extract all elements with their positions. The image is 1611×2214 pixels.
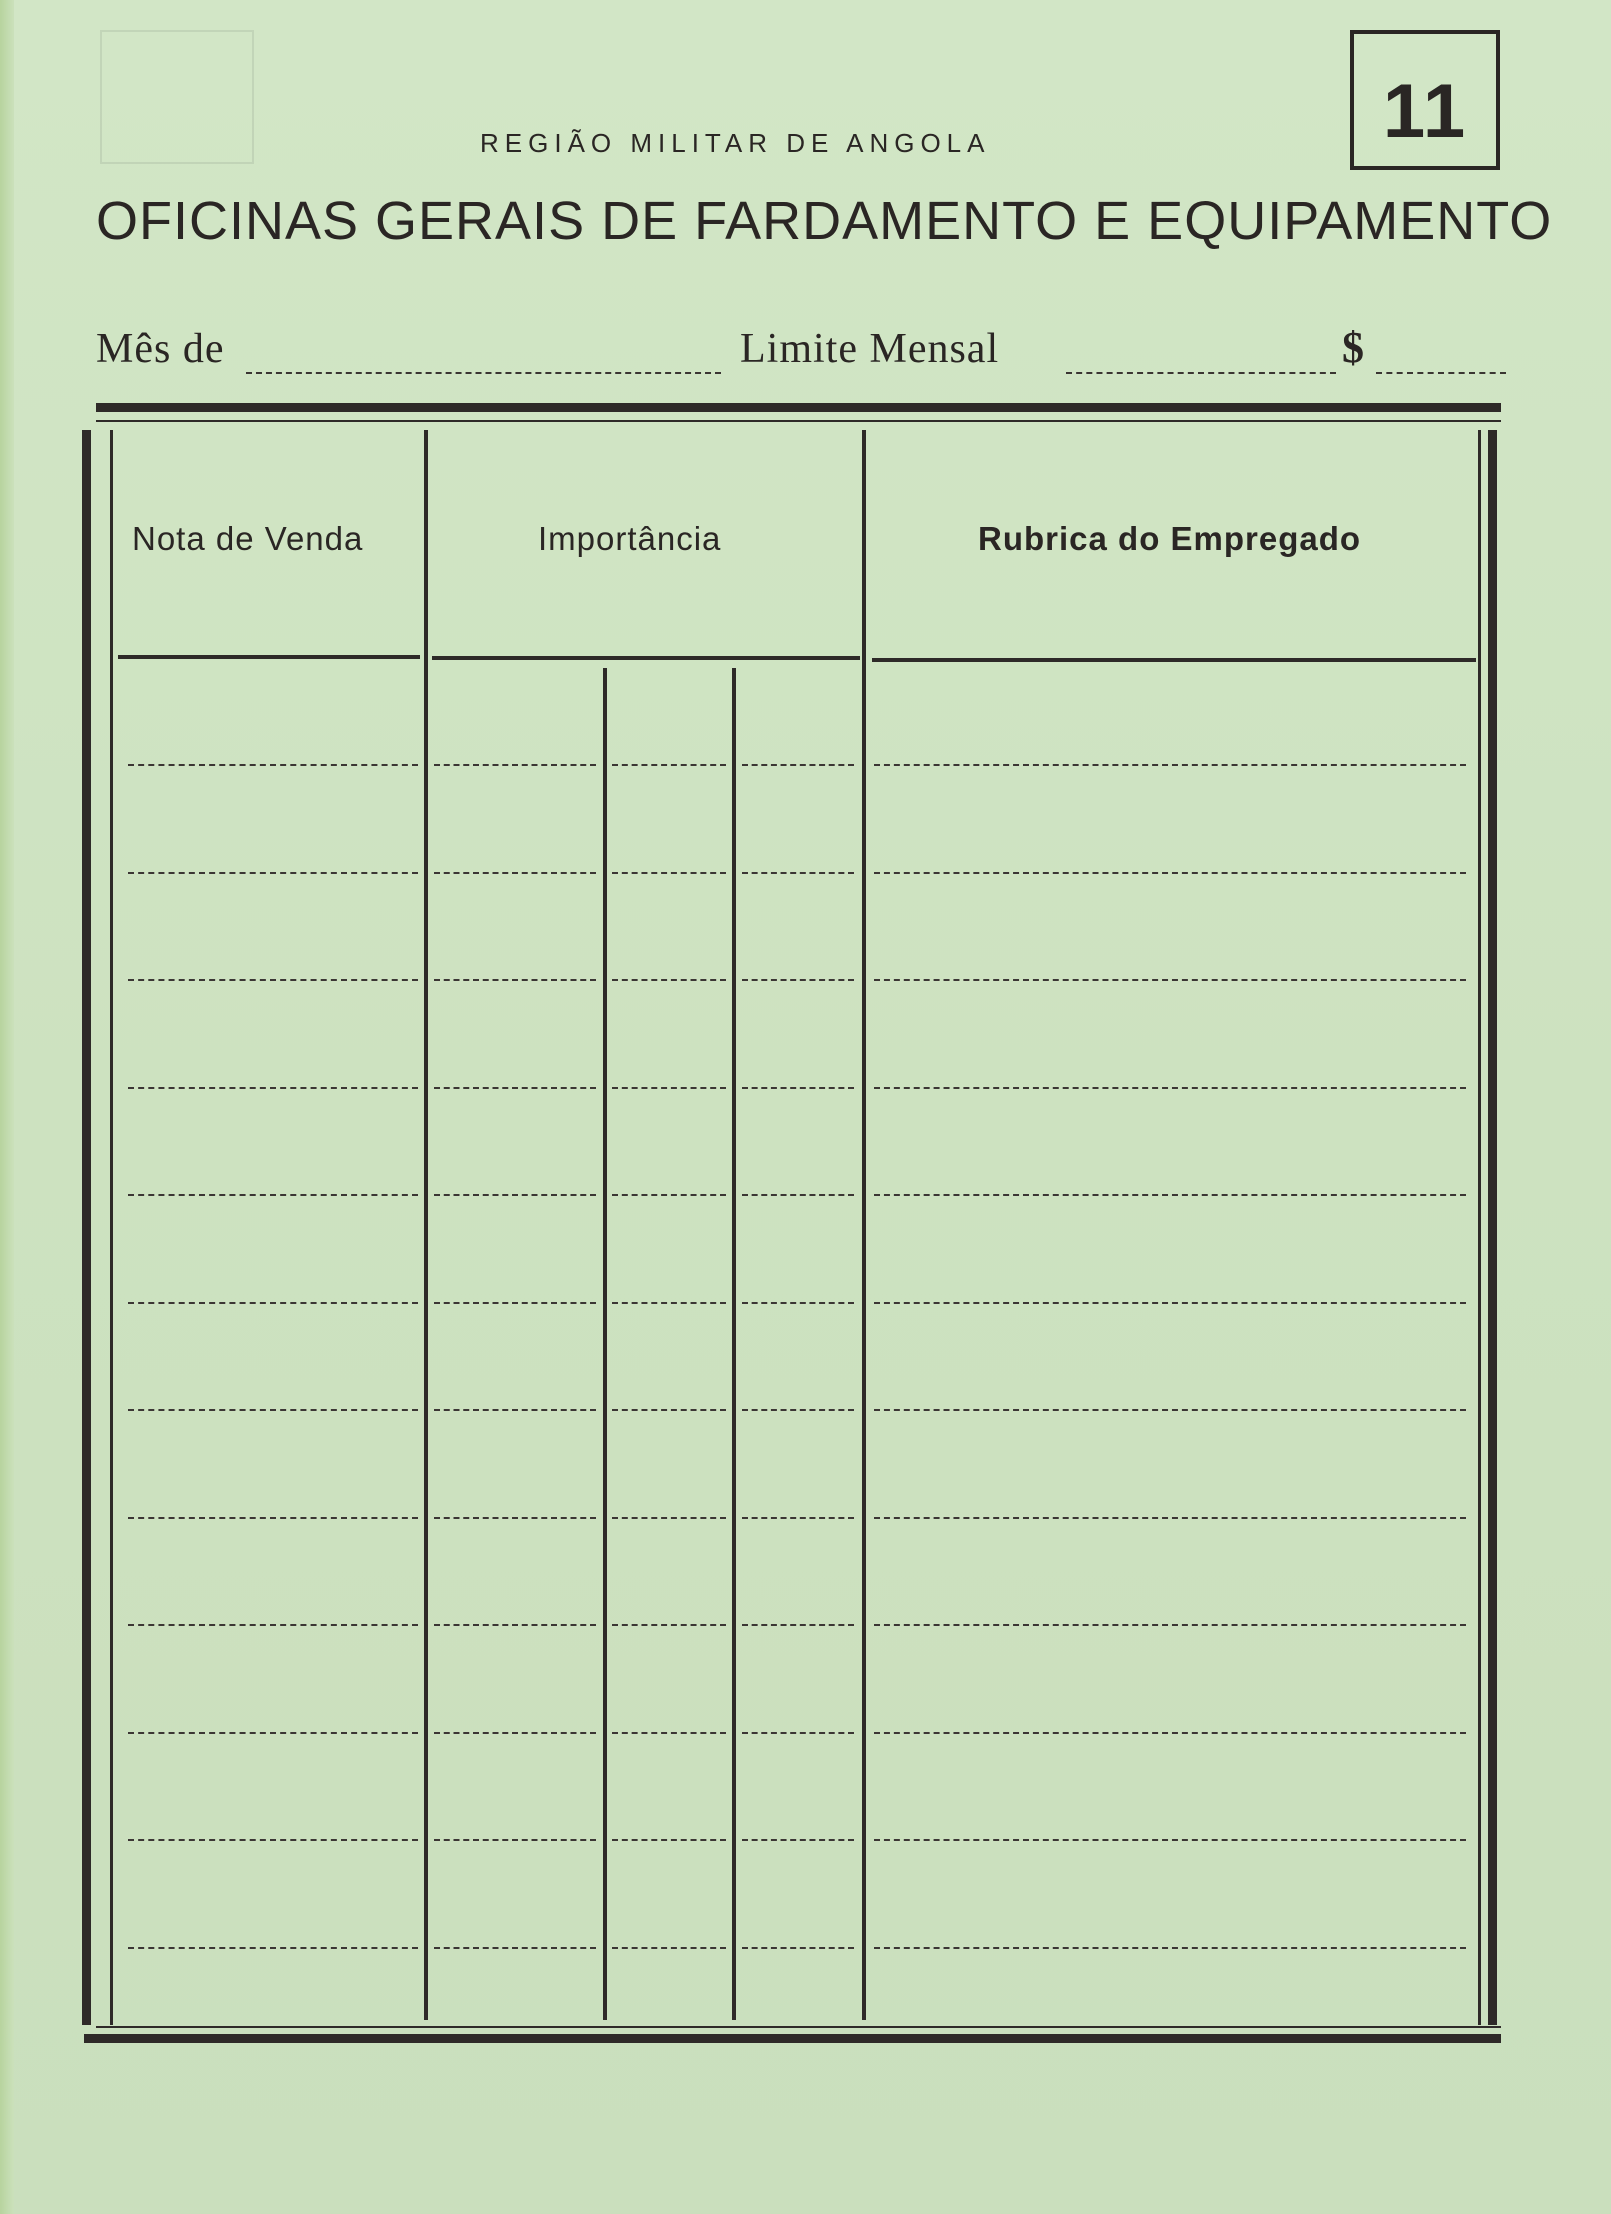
column-header-importancia: Importância	[538, 520, 722, 557]
entry-field-importancia-2[interactable]	[612, 1087, 726, 1089]
entry-field-rubrica[interactable]	[874, 1087, 1466, 1089]
entry-field-importancia-1[interactable]	[434, 1517, 596, 1519]
entry-field-nota[interactable]	[128, 1087, 418, 1089]
bottom-rule-thin	[96, 2026, 1501, 2028]
entry-field-importancia-3[interactable]	[742, 1302, 854, 1304]
organization-title: OFICINAS GERAIS DE FARDAMENTO E EQUIPAMENTO	[96, 191, 1553, 251]
entry-field-importancia-3[interactable]	[742, 1947, 854, 1949]
entry-field-rubrica[interactable]	[874, 1839, 1466, 1841]
limit-label: Limite Mensal	[740, 326, 1000, 372]
entry-field-importancia-3[interactable]	[742, 1087, 854, 1089]
entry-field-importancia-2[interactable]	[612, 1517, 726, 1519]
table-right-border	[1488, 430, 1497, 2025]
entry-field-importancia-1[interactable]	[434, 872, 596, 874]
header-rule-nota	[118, 655, 420, 659]
col-divider-3	[732, 668, 736, 2020]
entry-field-rubrica[interactable]	[874, 872, 1466, 874]
top-rule-thick	[96, 403, 1501, 412]
entry-field-nota[interactable]	[128, 1409, 418, 1411]
entry-field-nota[interactable]	[128, 1839, 418, 1841]
entry-field-importancia-1[interactable]	[434, 1087, 596, 1089]
entry-field-importancia-3[interactable]	[742, 1624, 854, 1626]
limit-field[interactable]	[1376, 372, 1506, 374]
currency-symbol: $	[1342, 323, 1364, 372]
table-left-inner-border	[110, 430, 113, 2025]
month-field[interactable]	[246, 372, 721, 374]
entry-field-importancia-1[interactable]	[434, 1624, 596, 1626]
entry-field-rubrica[interactable]	[874, 764, 1466, 766]
entry-field-importancia-1[interactable]	[434, 979, 596, 981]
entry-field-rubrica[interactable]	[874, 1302, 1466, 1304]
entry-field-importancia-3[interactable]	[742, 764, 854, 766]
entry-field-importancia-2[interactable]	[612, 1732, 726, 1734]
entry-field-importancia-2[interactable]	[612, 1194, 726, 1196]
entry-field-importancia-2[interactable]	[612, 979, 726, 981]
table-left-border	[82, 430, 91, 2025]
entry-field-importancia-3[interactable]	[742, 1194, 854, 1196]
show-through-mark	[100, 30, 254, 164]
entry-field-rubrica[interactable]	[874, 1517, 1466, 1519]
entry-field-importancia-3[interactable]	[742, 1409, 854, 1411]
column-header-rubrica: Rubrica do Empregado	[978, 520, 1362, 557]
entry-field-nota[interactable]	[128, 764, 418, 766]
entry-field-rubrica[interactable]	[874, 1194, 1466, 1196]
entry-field-importancia-1[interactable]	[434, 764, 596, 766]
entry-field-importancia-2[interactable]	[612, 1409, 726, 1411]
entry-field-rubrica[interactable]	[874, 1409, 1466, 1411]
month-label: Mês de	[96, 326, 225, 372]
entry-field-importancia-1[interactable]	[434, 1194, 596, 1196]
col-divider-1	[424, 430, 428, 2020]
entry-field-importancia-2[interactable]	[612, 1947, 726, 1949]
entry-field-importancia-3[interactable]	[742, 979, 854, 981]
entry-field-rubrica[interactable]	[874, 979, 1466, 981]
entry-field-importancia-2[interactable]	[612, 764, 726, 766]
entry-field-importancia-1[interactable]	[434, 1839, 596, 1841]
entry-field-importancia-2[interactable]	[612, 872, 726, 874]
col-divider-4	[862, 430, 866, 2020]
page-number: 11	[1382, 69, 1468, 154]
col-divider-2	[603, 668, 607, 2020]
region-title: REGIÃO MILITAR DE ANGOLA	[480, 128, 991, 158]
entry-field-importancia-3[interactable]	[742, 1517, 854, 1519]
entry-field-importancia-3[interactable]	[742, 1839, 854, 1841]
header-rule-importancia	[432, 656, 860, 660]
entry-field-importancia-1[interactable]	[434, 1302, 596, 1304]
table-right-inner-border	[1478, 430, 1481, 2025]
entry-field-importancia-2[interactable]	[612, 1302, 726, 1304]
column-header-nota: Nota de Venda	[132, 520, 364, 557]
entry-field-rubrica[interactable]	[874, 1732, 1466, 1734]
entry-field-importancia-3[interactable]	[742, 872, 854, 874]
entry-field-nota[interactable]	[128, 979, 418, 981]
entry-field-importancia-3[interactable]	[742, 1732, 854, 1734]
header-rule-rubrica	[872, 658, 1476, 662]
entry-field-nota[interactable]	[128, 1947, 418, 1949]
entry-field-nota[interactable]	[128, 872, 418, 874]
entry-field-nota[interactable]	[128, 1517, 418, 1519]
entry-field-importancia-1[interactable]	[434, 1732, 596, 1734]
entry-field-rubrica[interactable]	[874, 1947, 1466, 1949]
page-spine	[0, 0, 14, 2214]
entry-field-nota[interactable]	[128, 1624, 418, 1626]
entry-field-importancia-2[interactable]	[612, 1624, 726, 1626]
entry-field-nota[interactable]	[128, 1732, 418, 1734]
entry-field-nota[interactable]	[128, 1194, 418, 1196]
entry-field-importancia-2[interactable]	[612, 1839, 726, 1841]
bottom-rule-thick	[84, 2034, 1501, 2043]
entry-field-importancia-1[interactable]	[434, 1947, 596, 1949]
page-number-box	[1350, 30, 1500, 170]
limit-dots	[1066, 372, 1336, 374]
entry-field-importancia-1[interactable]	[434, 1409, 596, 1411]
entry-field-rubrica[interactable]	[874, 1624, 1466, 1626]
top-rule-thin	[96, 420, 1501, 422]
entry-field-nota[interactable]	[128, 1302, 418, 1304]
